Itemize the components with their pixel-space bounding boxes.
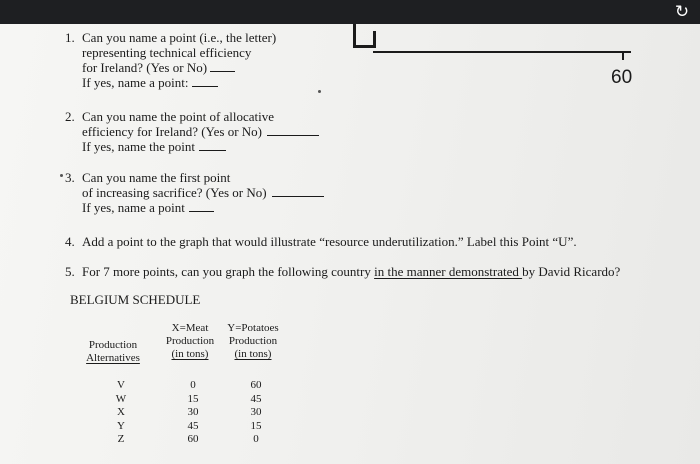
graph-horizontal-axis bbox=[373, 51, 631, 53]
answer-blank[interactable] bbox=[199, 139, 226, 151]
question-3 bbox=[65, 170, 324, 215]
question-line: Can you name the point of allocative bbox=[82, 109, 275, 124]
header-line: X=Meat bbox=[171, 322, 209, 334]
question-1 bbox=[65, 30, 277, 90]
table-cell: 45 bbox=[250, 392, 262, 405]
pencil-dot bbox=[318, 90, 321, 93]
question-line: If yes, name a point bbox=[82, 200, 185, 215]
table-cell: 15 bbox=[250, 419, 262, 432]
table-cell: Z bbox=[117, 433, 125, 445]
question-line: Can you name the first point bbox=[82, 170, 231, 185]
schedule-title: BELGIUM SCHEDULE bbox=[70, 292, 201, 307]
refresh-icon[interactable]: ↻ bbox=[674, 2, 690, 22]
answer-blank[interactable] bbox=[267, 124, 319, 136]
table-cell: 15 bbox=[187, 392, 199, 405]
question-text-underlined: in the manner demonstrated bbox=[374, 264, 523, 279]
question-line: Can you name a point (i.e., the letter) bbox=[82, 30, 277, 45]
question-number: 4. bbox=[65, 234, 75, 249]
question-text: Add a point to the graph that would illustrate “resource underutilization.” Label this Point “U”. bbox=[82, 234, 577, 249]
table-cell: 30 bbox=[250, 406, 262, 418]
answer-blank[interactable] bbox=[272, 185, 324, 197]
graph-tick-label: 60 bbox=[611, 67, 633, 88]
question-number: 2. bbox=[65, 109, 75, 124]
question-line: representing technical efficiency bbox=[82, 45, 252, 60]
graph-corner-mark bbox=[353, 31, 376, 48]
table-cell: V bbox=[117, 379, 125, 391]
table-cell: 45 bbox=[187, 419, 199, 432]
answer-blank[interactable] bbox=[192, 75, 218, 87]
header-line: (in tons) bbox=[171, 348, 209, 360]
answer-blank[interactable] bbox=[189, 200, 214, 212]
top-bar bbox=[0, 0, 700, 24]
header-y-potatoes bbox=[221, 322, 285, 361]
header-line: Production bbox=[88, 339, 138, 351]
table-cell: 60 bbox=[187, 433, 199, 445]
question-text: by David Ricardo? bbox=[522, 264, 621, 279]
potatoes-column bbox=[241, 379, 271, 447]
question-line: If yes, name a point: bbox=[82, 75, 189, 90]
table-cell: 0 bbox=[190, 379, 196, 391]
table-cell: 60 bbox=[250, 379, 262, 391]
question-number: 1. bbox=[65, 30, 75, 45]
question-text: For 7 more points, can you graph the following country bbox=[82, 264, 375, 279]
question-2 bbox=[65, 109, 319, 154]
table-cell: W bbox=[115, 392, 127, 405]
header-line: Y=Potatoes bbox=[227, 322, 279, 334]
question-line: of increasing sacrifice? (Yes or No) bbox=[82, 185, 267, 200]
question-4 bbox=[65, 234, 577, 249]
graph-tick-mark bbox=[622, 53, 624, 60]
question-line: for Ireland? (Yes or No) bbox=[82, 60, 208, 75]
question-line: If yes, name the point bbox=[82, 139, 195, 154]
question-number: 5. bbox=[65, 264, 75, 279]
header-x-meat bbox=[160, 322, 220, 361]
question-5 bbox=[65, 264, 621, 279]
worksheet-page bbox=[0, 24, 700, 464]
table-cell: Y bbox=[117, 419, 125, 432]
header-line: (in tons) bbox=[234, 348, 272, 360]
header-line: Alternatives bbox=[86, 352, 140, 364]
table-cell: 0 bbox=[253, 433, 259, 445]
table-cell: X bbox=[117, 406, 125, 418]
meat-column bbox=[178, 379, 208, 447]
header-line: Production bbox=[228, 335, 278, 347]
header-production-alternatives bbox=[80, 339, 146, 365]
header-line: Production bbox=[165, 335, 215, 347]
question-number: 3. bbox=[65, 170, 75, 185]
answer-blank[interactable] bbox=[210, 60, 235, 72]
alternatives-column bbox=[106, 379, 136, 447]
pencil-dot bbox=[60, 174, 63, 177]
table-cell: 30 bbox=[187, 406, 199, 418]
question-line: efficiency for Ireland? (Yes or No) bbox=[82, 124, 263, 139]
